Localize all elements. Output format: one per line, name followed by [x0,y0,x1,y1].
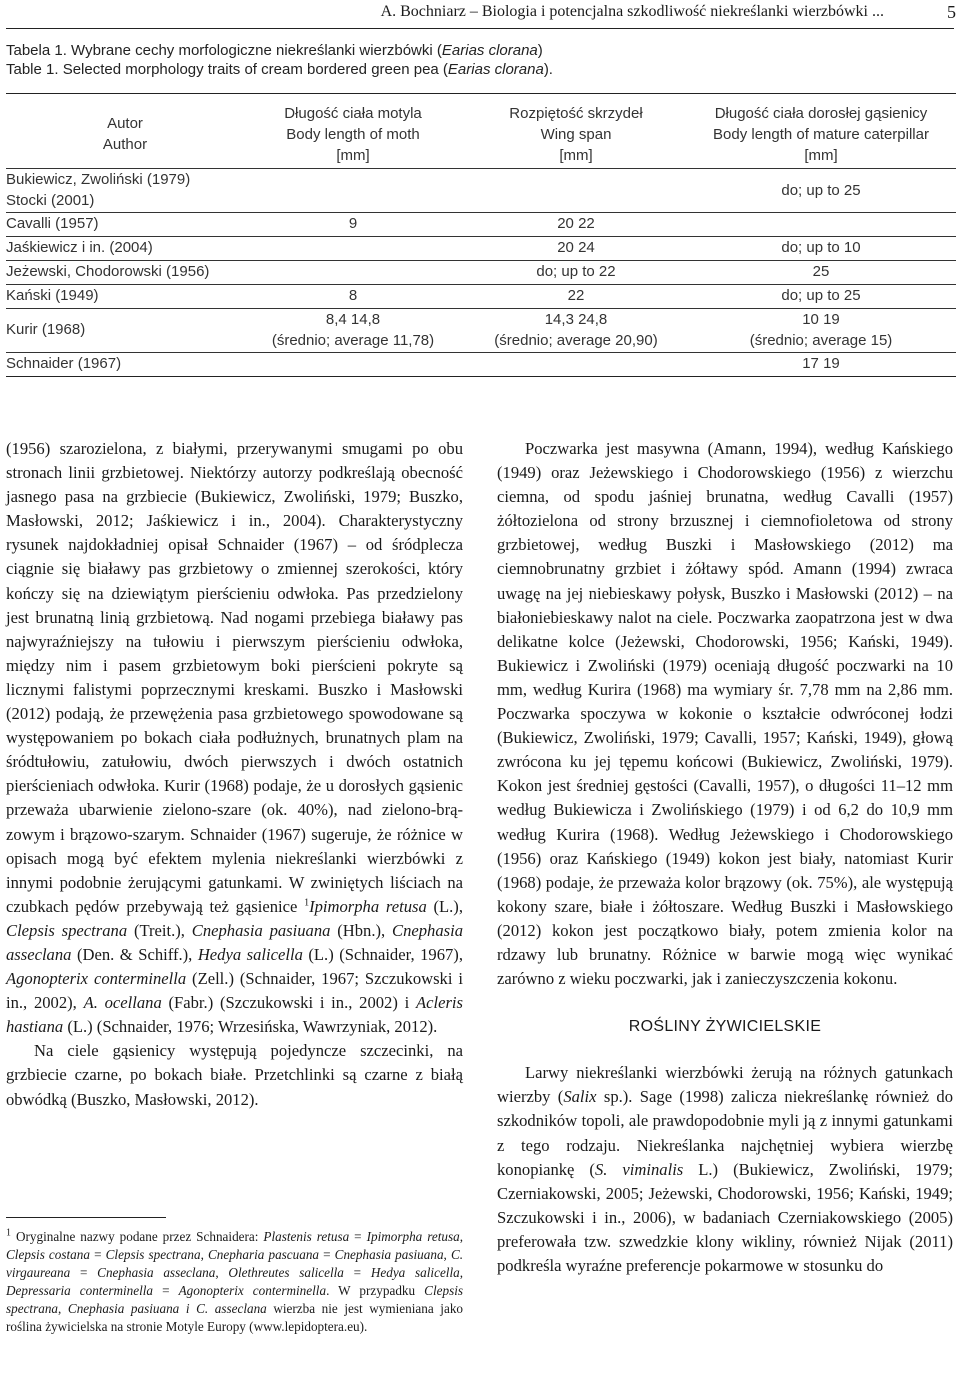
footnote: $^1$ Oryginalne nazwy podane przez Schnaidera: Plastenis retusa = Ipimorpha retusa, Clepsis costana = Clepsis spectrana, Cnepharia pascuana = Cnephasia pasiuana, C. virgaureana = Cnephasia asseclana, Olethreutes salicella = Hedya salicella, Depressaria conterminella = Agonopterix conterminella. W przypadku Clepsis spectrana, Cnephasia pasiuana i C. asseclana wierzba nie jest wymieniana jako roślina żywicielska na stronie Motyle Europy (www.lepidoptera.eu). [6,1227,464,1334]
table-cell-author: Schnaider (1967) [6,355,122,372]
page-number: 5 [947,2,956,22]
paragraph: (1956) szarozielona, z białymi, przerywanymi smugami po obu stronach linii grzbietowej. Niektórzy autorzy podkreślają obecność jasnego pasa na grzbiecie (Bukiewicz, Zwoliński, 1979; Buszko, Masłowski, 2012; Jaśkiewicz i in., 2004). Charakterystyczny rysunek najdokładniej opisał Schnaider (1967) – od śródplecza ciągnie się białawy pas grzbietowy o zmiennej szerokości, który kończy się na dziewiątym pierścieniu odwłoka. Pas przedzielony jest brunatną linią grzbietową. Nad nogami przebiega białawy pas najwyraźniejszy na tułowiu i pierwszym pierścieniu odwłoka, między nim i pasem grzbietowym boki pierścieni pokryte są licznymi falistymi poprzecznymi kreskami. Buszko i Masłowski (2012) podają, że przewężenia pasa grzbietowego spowodowane są występowaniem po bokach ciała podłużnych, brunatnych plam na śródtułowiu, zatułowiu, dwóch pierwszych i dwóch ostatnich pierścieniach odwłoka. Kurir (1968) podaje, że u dorosłych gąsienic przeważa ubarwienie zielono-szare (ok. 40%), nad zielono-brązowym i brązowo-szarym. Schnaider (1967) sugeruje, że różnice w opisach mogą być efektem mylenia niekreślanki wierzbówki z innymi podobnie żerującymi gatunkami. W zwiniętych liściach na czubkach pędów przebywają też gąsienice $^1$Ipimorpha retusa (L.), Clepsis spectrana (Treit.), Cnephasia pasiuana (Hbn.), Cnephasia asseclana (Den. & Schiff.), Hedya salicella (L.) (Schnaider, 1967), Agonopterix conterminella (Zell.) (Schnaider, 1967; Szczukowski i in., 2002), A. ocellana (Fabr.) (Szczukowski i in., 2002) i Acleris hastiana (L.) (Schnaider, 1976; Wrzesińska, Wawrzyniak, 2012). [6,439,464,1037]
footnote-rule [6,1217,166,1218]
header-author: Autor Author [102,115,148,153]
paragraph: Na ciele gąsienicy występują pojedyncze szczecinki, na grzbiecie czarne, po bokach białe. Przetchlinki są czarne z białą obwódką (Buszko, Masłowski, 2012). [6,1041,463,1109]
right-column [497,437,953,1278]
table-cell-wing: 20 24 [557,239,595,256]
table-cell-moth: 9 [348,215,358,232]
header-moth-length: Długość ciała motyla Body length of moth [mm] [284,105,422,164]
table-cell-caterpillar: 10 19 (średnio; average 15) [749,311,893,349]
table-cell-author: Jaśkiewicz i in. (2004) [6,239,153,256]
table-cell-author: Jeżewski, Chodorowski (1956) [6,263,210,280]
header-caterpillar-length: Długość ciała dorosłej gąsienicy Body length of mature caterpillar [mm] [713,105,929,164]
table-cell-author: Kański (1949) [6,287,99,304]
table-cell-wing: do; up to 22 [536,263,616,280]
table-cell-moth: 8,4 14,8 (średnio; average 11,78) [271,311,435,349]
caption-en: Table 1. Selected morphology traits of cream bordered green pea (Earias clorana). [6,61,553,78]
left-column [6,437,463,1112]
table-bottom-rule [6,376,956,377]
header-wing-span: Rozpiętość skrzydeł Wing span [mm] [509,105,643,164]
table-cell-caterpillar: 25 [812,263,830,280]
table-cell-author: Bukiewicz, Zwoliński (1979) Stocki (2001) [6,171,191,209]
table-cell-wing: 20 22 [557,215,595,232]
paragraph: Poczwarka jest masywna (Amann, 1994), według Kańskiego (1949) oraz Jeżewskiego i Chodorowskiego (1956) z wierzchu ciemna, od spodu jaśniej brunatna, według Cavalli (1957) żółtozielona od strony brzusznej i ciemnofioletowa od strony grzbietowej, według Buszki i Masłowskiego (2012) ma ciemnobrunatny grzbiet i żółtawy spód. Amann (1994) zwraca uwagę na jej niebieskawy połysk, Buszko i Masłowski (2012) – na białoniebieskawy nalot na ciele. Poczwarka zaopatrzona jest w dwa delikatne kolce (Jeżewski, Chodorowski, 1956; Kański, 1949). Bukiewicz i Zwoliński (1979) oceniają długość poczwarki na 10 mm, według Kurira (1968) ma wymiary śr. 7,78 mm na 2,86 mm. Poczwarka spoczywa w kokonie o kształcie odwróconej łodzi (Bukiewicz, Zwoliński, 1979; Cavalli, 1957; Kański, 1949), głową zwrócona ku jej tępemu końcowi (Bukiewicz, Zwoliński, 1979). Kokon jest średniej gęstości (Cavalli, 1957), o długości 11–12 mm według Bukiewicza i Zwolińskiego (1979) i od 6,2 do 10,9 mm według Kurira (1968). Według Jeżewskiego i Chodorowskiego (1956) oraz Kańskiego (1949) kokon jest biały, natomiast Kurir (1968) podaje, że przeważa kolor brązowy (ok. 75%), ale występują kokony szare, białe i żółtoszare. Według Buszki i Masłowskiego (2012) kokon jest początkowo biały, potem zmienia kolor na rdzawy lub brunatny. Różnice w barwie mogą więc wynikać zarówno z wieku poczwarki, jak i zanieczyszczenia kokonu. [497,439,953,989]
table-caption [6,41,553,79]
table-cell-caterpillar: 17 19 [802,355,840,372]
table-cell-caterpillar: do; up to 10 [781,239,861,256]
paragraph: Larwy niekreślanki wierzbówki żerują na różnych gatunkach wierzby (Salix sp.). Sage (1998) zalicza niekreślankę również do szkodników topoli, ale prawdopodobnie myli ją z innymi gatunkami z tego rodzaju. Niekreślanka najchętniej wybiera wierzbę konopiankę (S. viminalis L.) (Bukiewicz, Zwoliński, 1979; Czerniakowski, 2005; Jeżewski, Chodorowski, 1956; Kański, 1949; Szczukowski i in., 2006), w badaniach Czerniakowskiego (2005) preferowała tzw. szwedzkie klony wikliny, również Nijak (2011) podkreśla wyraźne preferencje pokarmowe w stosunku do [497,1063,953,1275]
table-cell-wing: 14,3 24,8 (średnio; average 20,90) [494,311,658,349]
table-top-rule [6,93,956,94]
table-cell-author: Cavalli (1957) [6,215,99,232]
table-cell-wing: 22 [567,287,585,304]
section-title: ROŚLINY ŻYWICIELSKIE [628,1018,822,1036]
caption-pl: Tabela 1. Wybrane cechy morfologiczne niekreślanki wierzbówki (Earias clorana) [6,42,543,59]
running-head: A. Bochniarz – Biologia i potencjalna szkodliwość niekreślanki wierzbówki ... [380,3,884,20]
table-cell-moth: 8 [348,287,358,304]
table-cell-author: Kurir (1968) [6,321,86,338]
table-cell-caterpillar: do; up to 25 [781,287,861,304]
table-cell-caterpillar: do; up to 25 [781,182,861,199]
